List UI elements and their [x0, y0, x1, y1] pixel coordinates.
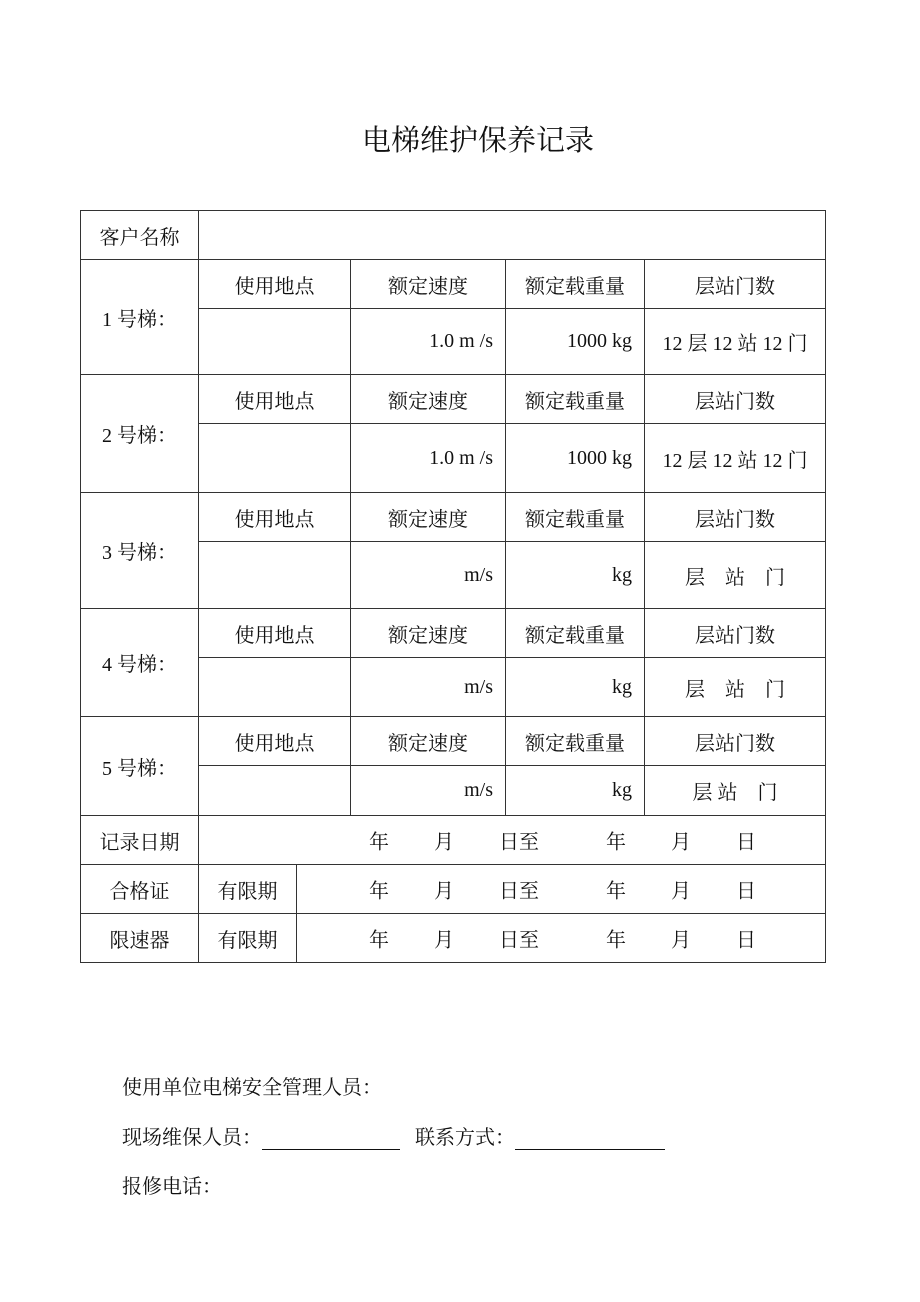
date-token: 年 [369, 880, 389, 903]
contact-field[interactable] [515, 1129, 665, 1150]
governor-label: 限速器 [81, 914, 199, 963]
floors-field[interactable]: 层 站 门 [645, 766, 826, 816]
load-field[interactable]: kg [506, 542, 645, 609]
record-date-label: 记录日期 [81, 816, 199, 865]
speed-field[interactable]: m/s [351, 658, 506, 717]
load-field[interactable]: kg [506, 766, 645, 816]
elevator-header-row [81, 493, 826, 542]
location-header: 使用地点 [199, 260, 351, 309]
floors-header: 层站门数 [645, 609, 826, 658]
governor-date-field[interactable] [297, 914, 826, 963]
floors-header: 层站门数 [645, 375, 826, 424]
date-token: 月 [671, 831, 691, 854]
location-field[interactable] [199, 309, 351, 375]
elevator-label: 2 号梯： [81, 375, 199, 493]
customer-field[interactable] [199, 211, 826, 260]
load-header: 额定载重量 [506, 260, 645, 309]
maintainer-label: 现场维保人员： [122, 1127, 262, 1149]
speed-field[interactable]: m/s [351, 542, 506, 609]
floors-field[interactable]: 12 层 12 站 12 门 [645, 309, 826, 375]
location-header: 使用地点 [199, 609, 351, 658]
date-token: 日至 [499, 831, 539, 854]
floors-field[interactable]: 层 站 门 [645, 542, 826, 609]
maintenance-table [80, 210, 826, 963]
date-token: 日至 [499, 880, 539, 903]
speed-header: 额定速度 [351, 609, 506, 658]
location-header: 使用地点 [199, 375, 351, 424]
location-field[interactable] [199, 766, 351, 816]
certificate-label: 合格证 [81, 865, 199, 914]
date-token: 月 [671, 880, 691, 903]
elevator-header-row [81, 375, 826, 424]
governor-validity-label: 有限期 [199, 914, 297, 963]
floors-header: 层站门数 [645, 260, 826, 309]
date-token: 月 [671, 929, 691, 952]
elevator-header-row [81, 260, 826, 309]
speed-header: 额定速度 [351, 493, 506, 542]
location-field[interactable] [199, 542, 351, 609]
elevator-header-row [81, 609, 826, 658]
date-token: 年 [369, 831, 389, 854]
certificate-date-field[interactable] [297, 865, 826, 914]
speed-header: 额定速度 [351, 260, 506, 309]
maintainer-line [122, 1121, 665, 1150]
location-header: 使用地点 [199, 717, 351, 766]
floors-header: 层站门数 [645, 717, 826, 766]
customer-row [81, 211, 826, 260]
record-date-row [81, 816, 826, 865]
date-token: 日 [736, 880, 756, 903]
repair-phone-label: 报修电话： [122, 1176, 222, 1198]
maintainer-field[interactable] [262, 1129, 400, 1150]
speed-field[interactable]: 1.0 m /s [351, 309, 506, 375]
load-header: 额定载重量 [506, 493, 645, 542]
floors-field[interactable]: 12 层 12 站 12 门 [645, 424, 826, 493]
page-title: 电梯维护保养记录 [361, 125, 594, 157]
date-token: 日 [736, 929, 756, 952]
date-token: 月 [434, 929, 454, 952]
location-header: 使用地点 [199, 493, 351, 542]
load-header: 额定载重量 [506, 717, 645, 766]
date-token: 日 [736, 831, 756, 854]
elevator-label: 4 号梯： [81, 609, 199, 717]
certificate-validity-label: 有限期 [199, 865, 297, 914]
load-header: 额定载重量 [506, 609, 645, 658]
contact-label: 联系方式： [415, 1127, 515, 1149]
location-field[interactable] [199, 658, 351, 717]
elevator-label: 5 号梯： [81, 717, 199, 816]
load-field[interactable]: 1000 kg [506, 309, 645, 375]
record-date-field[interactable] [199, 816, 826, 865]
date-token: 月 [434, 880, 454, 903]
date-token: 日至 [499, 929, 539, 952]
load-header: 额定载重量 [506, 375, 645, 424]
load-field[interactable]: kg [506, 658, 645, 717]
governor-row [81, 914, 826, 963]
date-token: 年 [369, 929, 389, 952]
speed-field[interactable]: 1.0 m /s [351, 424, 506, 493]
date-token: 年 [606, 929, 626, 952]
location-field[interactable] [199, 424, 351, 493]
speed-header: 额定速度 [351, 375, 506, 424]
elevator-label: 1 号梯： [81, 260, 199, 375]
certificate-row [81, 865, 826, 914]
customer-label: 客户名称 [81, 211, 199, 260]
floors-field[interactable]: 层 站 门 [645, 658, 826, 717]
speed-header: 额定速度 [351, 717, 506, 766]
date-token: 年 [606, 880, 626, 903]
date-token: 年 [606, 831, 626, 854]
load-field[interactable]: 1000 kg [506, 424, 645, 493]
floors-header: 层站门数 [645, 493, 826, 542]
elevator-label: 3 号梯： [81, 493, 199, 609]
safety-manager-label: 使用单位电梯安全管理人员： [122, 1077, 382, 1099]
elevator-header-row [81, 717, 826, 766]
date-token: 月 [434, 831, 454, 854]
speed-field[interactable]: m/s [351, 766, 506, 816]
